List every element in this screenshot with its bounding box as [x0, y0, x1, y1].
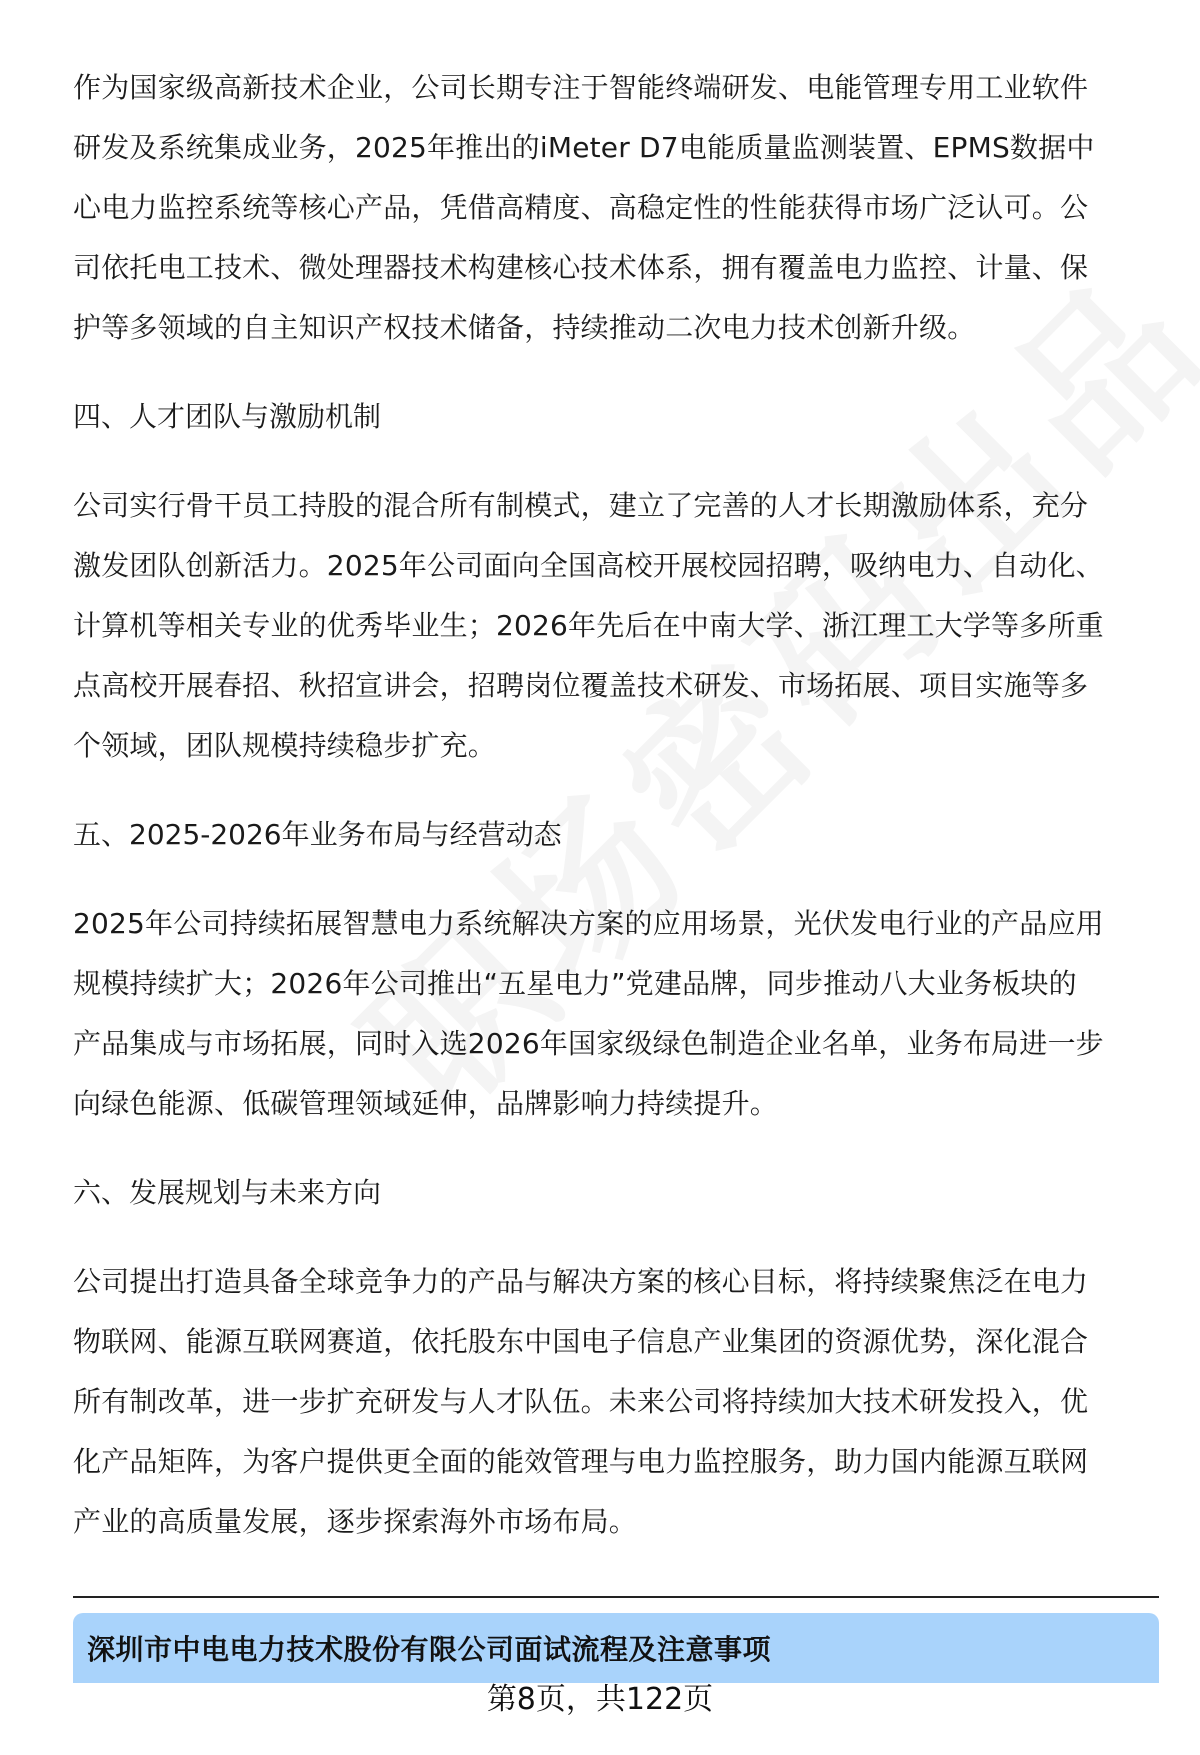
- paragraph-line: 化产品矩阵，为客户提供更全面的能效管理与电力监控服务，助力国内能源互联网: [73, 1445, 1089, 1478]
- paragraph-line: 公司提出打造具备全球竞争力的产品与解决方案的核心目标，将持续聚焦泛在电力: [73, 1265, 1089, 1298]
- paragraph-line: 作为国家级高新技术企业，公司长期专注于智能终端研发、电能管理专用工业软件: [73, 71, 1089, 104]
- paragraph-line: 所有制改革，进一步扩充研发与人才队伍。未来公司将持续加大技术研发投入，优: [73, 1385, 1089, 1418]
- paragraph-line: 点高校开展春招、秋招宣讲会，招聘岗位覆盖技术研发、市场拓展、项目实施等多: [73, 669, 1089, 702]
- paragraph-line: 计算机等相关专业的优秀毕业生；2026年先后在中南大学、浙江理工大学等多所重: [73, 609, 1104, 642]
- paragraph-line: 规模持续扩大；2026年公司推出“五星电力”党建品牌，同步推动八大业务板块的: [73, 967, 1077, 1000]
- paragraph-company-tech: [73, 58, 1159, 358]
- paragraph-line: 2025年公司持续拓展智慧电力系统解决方案的应用场景，光伏发电行业的产品应用: [73, 907, 1104, 940]
- document-body: [73, 58, 1159, 1552]
- paragraph-line: 护等多领域的自主知识产权技术储备，持续推动二次电力技术创新升级。: [73, 311, 976, 344]
- section-heading-plan: 六、发展规划与未来方向: [73, 1176, 382, 1209]
- paragraph-business: [73, 894, 1159, 1134]
- paragraph-line: 心电力监控系统等核心产品，凭借高精度、高稳定性的性能获得市场广泛认可。公: [73, 191, 1089, 224]
- paragraph-line: 个领域，团队规模持续稳步扩充。: [73, 729, 497, 762]
- page-number: 第8页，共122页: [486, 1682, 714, 1717]
- paragraph-line: 物联网、能源互联网赛道，依托股东中国电子信息产业集团的资源优势，深化混合: [73, 1325, 1089, 1358]
- paragraph-line: 向绿色能源、低碳管理领域延伸，品牌影响力持续提升。: [73, 1087, 779, 1120]
- paragraph-line: 激发团队创新活力。2025年公司面向全国高校开展校园招聘，吸纳电力、自动化、: [73, 549, 1104, 582]
- paragraph-talent: [73, 476, 1159, 776]
- footer-divider: [73, 1596, 1159, 1598]
- paragraph-plan: [73, 1252, 1159, 1552]
- section-heading-business: 五、2025-2026年业务布局与经营动态: [73, 818, 562, 851]
- footer-banner: [73, 1613, 1159, 1683]
- paragraph-line: 研发及系统集成业务，2025年推出的iMeter D7电能质量监测装置、EPMS数据中: [73, 131, 1095, 164]
- paragraph-line: 产品集成与市场拓展，同时入选2026年国家级绿色制造企业名单，业务布局进一步: [73, 1027, 1104, 1060]
- section-heading-talent: 四、人才团队与激励机制: [73, 400, 382, 433]
- footer-banner-title: 深圳市中电电力技术股份有限公司面试流程及注意事项: [87, 1633, 772, 1666]
- paragraph-line: 公司实行骨干员工持股的混合所有制模式，建立了完善的人才长期激励体系，充分: [73, 489, 1089, 522]
- paragraph-line: 司依托电工技术、微处理器技术构建核心技术体系，拥有覆盖电力监控、计量、保: [73, 251, 1089, 284]
- paragraph-line: 产业的高质量发展，逐步探索海外市场布局。: [73, 1505, 638, 1538]
